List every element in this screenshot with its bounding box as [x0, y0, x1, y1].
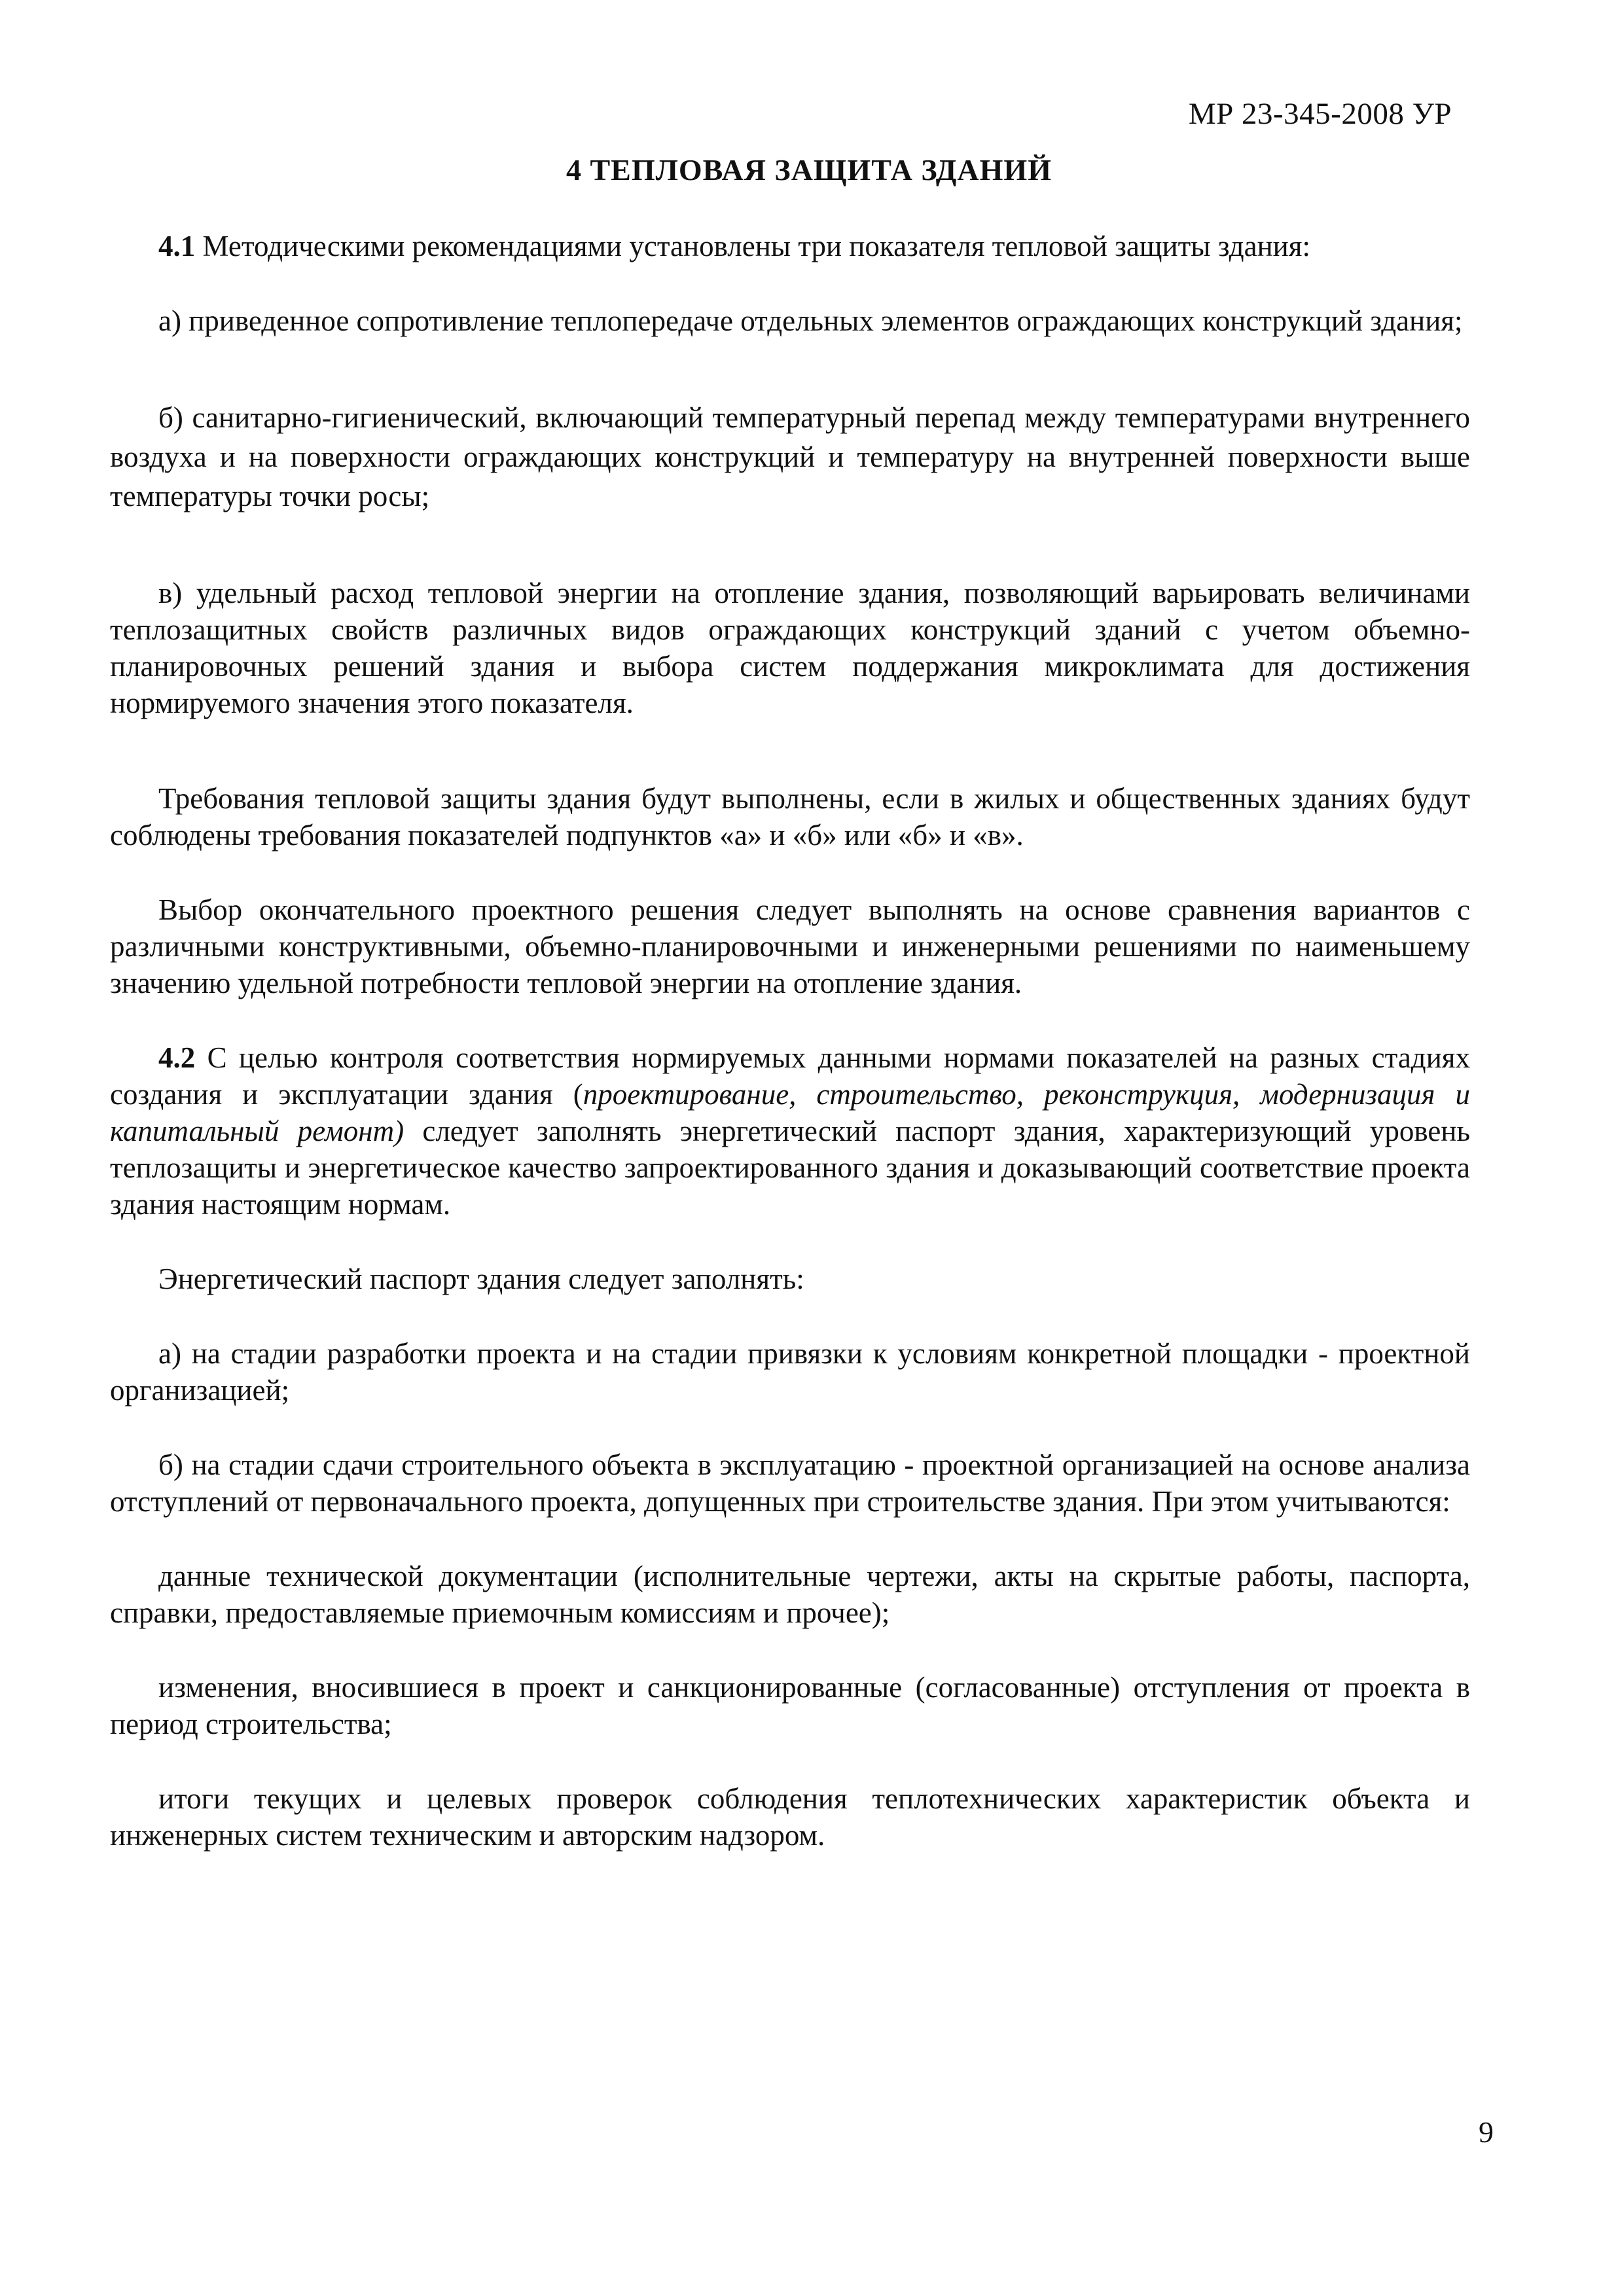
document-code: МР 23-345-2008 УР	[1188, 97, 1452, 131]
item-b: б) санитарно-гигиенический, включающий температурный перепад между температурами внутреннего воздуха и на поверхности ограждающих конструкций и температуру на внутренней поверхности выше температуры точки росы;	[110, 401, 1470, 512]
list-item-inspections: итоги текущих и целевых проверок соблюдения теплотехнических характеристик объекта и инженерных систем техническим и авторским надзором.	[110, 1782, 1470, 1852]
passport-intro: Энергетический паспорт здания следует заполнять:	[158, 1263, 804, 1295]
paragraph-4-1-text: Методическими рекомендациями установлены три показателя тепловой защиты здания:	[195, 230, 1310, 262]
paragraph-4-2-italic: проектирование, строительство, реконструкция, модернизация и капитальный ремонт)	[110, 1078, 1470, 1147]
paragraph-4-1	[110, 228, 1470, 264]
clause-number-4-2: 4.2	[158, 1041, 196, 1074]
list-item-documentation: данные технической документации (исполнительные чертежи, акты на скрытые работы, паспорта, справки, предоставляемые приемочным комиссиям и прочее);	[110, 1560, 1470, 1629]
paragraph-4-2-text-1: С целью контроля соответствия нормируемых данными нормами показателей на разных стадиях создания и эксплуатации здания (	[110, 1041, 1470, 1111]
list-item-changes: изменения, вносившиеся в проект и санкционированные (согласованные) отступления от проекта в период строительства;	[110, 1671, 1470, 1740]
clause-number-4-1: 4.1	[158, 230, 196, 262]
requirements-paragraph: Требования тепловой защиты здания будут выполнены, если в жилых и общественных зданиях будут соблюдены требования показателей подпунктов «а» и «б» или «б» и «в».	[110, 782, 1470, 852]
item-v: в) удельный расход тепловой энергии на отопление здания, позволяющий варьировать величинами теплозащитных свойств различных видов ограждающих конструкций зданий с учетом объемно-планировочных решений здания и выбора систем поддержания микроклимата для достижения нормируемого значения этого показателя.	[110, 577, 1470, 719]
paragraph-4-2	[110, 1039, 1470, 1223]
section-title: 4 ТЕПЛОВАЯ ЗАЩИТА ЗДАНИЙ	[566, 153, 1052, 187]
document-body	[110, 228, 1470, 1854]
item-a: а) приведенное сопротивление теплопередаче отдельных элементов ограждающих конструкций здания;	[158, 304, 1463, 337]
passport-item-b: б) на стадии сдачи строительного объекта в эксплуатацию - проектной организацией на основе анализа отступлений от первоначального проекта, допущенных при строительстве здания. При этом учитываются:	[110, 1448, 1470, 1518]
page-number: 9	[1479, 2115, 1494, 2149]
choice-paragraph: Выбор окончательного проектного решения следует выполнять на основе сравнения вариантов с различными конструктивными, объемно-планировочными и инженерными решениями по наименьшему значению удельной потребности тепловой энергии на отопление здания.	[110, 893, 1470, 999]
paragraph-4-2-text-2: следует заполнять энергетический паспорт здания, характеризующий уровень теплозащиты и энергетическое качество запроектированного здания и доказывающий соответствие проекта здания настоящим нормам.	[110, 1115, 1470, 1221]
passport-item-a: а) на стадии разработки проекта и на стадии привязки к условиям конкретной площадки - проектной организацией;	[110, 1337, 1470, 1407]
